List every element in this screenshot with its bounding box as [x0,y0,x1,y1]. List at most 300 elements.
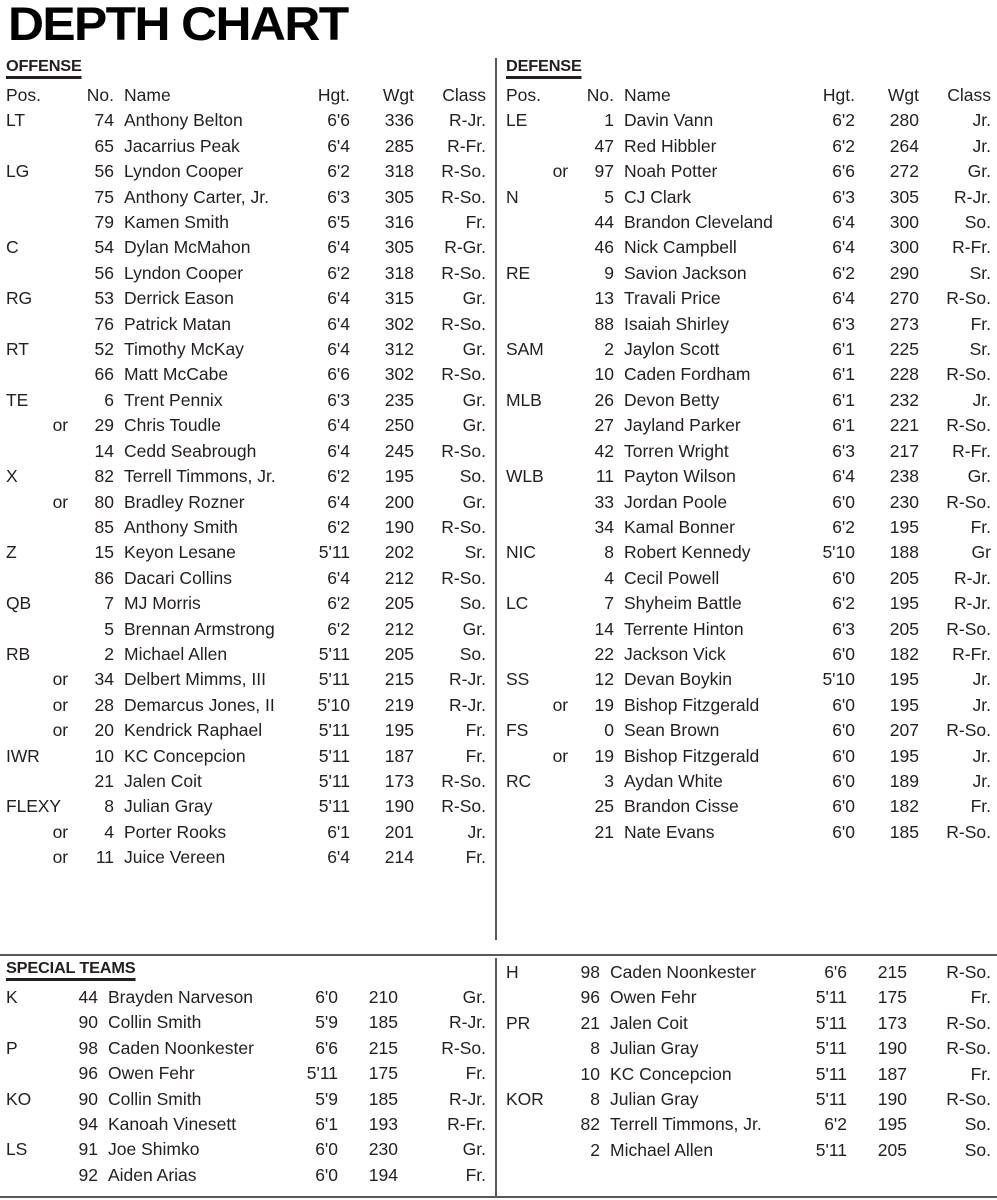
cell-class: Fr. [970,796,991,817]
cell-weight: 300 [889,237,919,258]
cell-weight: 173 [877,1012,907,1033]
table-row [506,985,991,1010]
header-wgt: Wgt [887,85,919,105]
cell-player-name: KC Concepcion [610,1063,732,1084]
cell-number: 1 [604,110,614,131]
table-row [506,490,991,515]
cell-position: LG [6,161,30,182]
cell-position [506,985,558,1010]
cell-height: 6'6 [824,962,847,982]
header-class: Class [947,85,991,105]
cell-class: Fr. [970,516,991,537]
header-pos: Pos. [506,85,542,105]
cell-weight: 245 [384,440,414,461]
cell-weight: 217 [889,440,919,461]
cell-player-name: Kamal Bonner [624,516,735,537]
table-header-row [506,83,991,108]
cell-position [506,515,568,540]
cell-weight: 285 [384,135,414,156]
cell-height: 6'3 [832,618,855,639]
cell-position-or: or [52,821,68,842]
cell-weight: 190 [877,1038,907,1059]
cell-weight: 202 [384,542,414,563]
cell-class: So. [964,1139,991,1160]
cell-height: 6'2 [832,135,855,156]
cell-position: X [6,466,18,487]
cell-class: R-So. [946,962,991,982]
cell-height: 5'11 [815,1089,847,1110]
cell-position: P [6,1037,18,1058]
cell-height: 6'3 [832,313,855,334]
cell-weight: 190 [384,796,414,817]
cell-number: 82 [580,1114,600,1135]
cell-player-name: Michael Allen [124,643,228,664]
defense-table-body [506,108,991,845]
cell-player-name: Caden Fordham [624,364,751,385]
cell-weight: 305 [384,186,414,207]
cell-height: 6'2 [832,110,855,131]
cell-weight: 187 [877,1063,907,1084]
table-row [6,108,486,133]
cell-number: 96 [78,1063,98,1084]
cell-height: 6'2 [327,618,350,639]
cell-player-name: Trent Pennix [124,389,223,410]
cell-position [6,439,68,464]
cell-position: FLEXY [6,796,61,817]
cell-weight: 210 [368,987,398,1007]
cell-player-name: Delbert Mimms, III [124,669,266,690]
cell-class: R-Fr. [447,135,486,156]
table-row [6,617,486,642]
table-row [506,820,991,845]
cell-position [6,617,68,642]
cell-height: 6'3 [327,186,350,207]
cell-position: H [506,962,519,982]
cell-weight: 205 [877,1139,907,1160]
cell-height: 5'11 [318,796,350,817]
cell-position: FS [506,720,529,741]
table-row [6,1163,486,1188]
cell-weight: 195 [889,516,919,537]
cell-player-name: Owen Fehr [610,987,697,1008]
offense-table-body [6,108,486,870]
cell-position [506,312,568,337]
cell-number: 7 [104,593,114,614]
cell-weight: 318 [384,262,414,283]
table-row [6,642,486,667]
cell-position: PR [506,1012,531,1033]
cell-class: R-So. [946,1012,991,1033]
cell-weight: 205 [384,593,414,614]
cell-number: 53 [94,288,114,309]
table-row [6,718,486,743]
cell-position [506,413,568,438]
cell-player-name: Patrick Matan [124,313,231,334]
table-row [506,235,991,260]
cell-height: 5'11 [815,1038,847,1059]
cell-weight: 212 [384,567,414,588]
cell-player-name: Shyheim Battle [624,593,742,614]
cell-class: R-Jr. [954,186,991,207]
special-teams-section [6,960,486,1188]
cell-player-name: Nick Campbell [624,237,737,258]
header-wgt: Wgt [382,85,414,105]
cell-class: R-So. [441,440,486,461]
cell-number: 90 [78,1088,98,1109]
cell-player-name: Robert Kennedy [624,542,751,563]
cell-class: Fr. [970,987,991,1008]
cell-weight: 187 [384,745,414,766]
cell-player-name: Brandon Cisse [624,796,739,817]
cell-position [506,439,568,464]
cell-player-name: Jaylon Scott [624,339,720,360]
cell-player-name: Matt McCabe [124,364,229,385]
cell-number: 86 [94,567,114,588]
cell-player-name: Caden Noonkester [108,1037,254,1058]
cell-player-name: Nate Evans [624,821,715,842]
cell-position: Z [6,542,17,563]
cell-height: 6'4 [832,288,855,309]
bottom-rule [0,1196,997,1198]
cell-class: R-So. [441,796,486,817]
cell-position: N [506,186,519,207]
cell-number: 25 [594,796,614,817]
header-hgt: Hgt. [822,85,855,105]
cell-height: 6'2 [832,593,855,614]
cell-weight: 215 [877,962,907,982]
cell-position: WLB [506,466,544,487]
cell-weight: 315 [384,288,414,309]
cell-class: So. [964,1114,991,1135]
cell-weight: 225 [889,339,919,360]
cell-position [6,185,68,210]
table-row [506,134,991,159]
cell-player-name: MJ Morris [124,593,201,614]
cell-height: 6'1 [327,821,350,842]
cell-class: R-Jr. [449,1012,486,1033]
cell-number: 26 [594,389,614,410]
cell-height: 6'6 [832,161,855,182]
cell-height: 6'2 [327,593,350,614]
cell-weight: 173 [384,770,414,791]
cell-height: 6'0 [832,745,855,766]
table-row [506,439,991,464]
cell-weight: 290 [889,262,919,283]
special-teams-right-section [506,960,991,1163]
cell-position [506,1062,558,1087]
special-teams-table [6,985,486,1188]
cell-number: 4 [604,567,614,588]
defense-heading-label: DEFENSE [506,58,582,79]
table-row [6,693,486,718]
cell-weight: 195 [877,1114,907,1135]
cell-class: R-Jr. [954,593,991,614]
table-row [506,744,991,769]
cell-class: R-Fr. [952,237,991,258]
cell-weight: 190 [384,516,414,537]
table-row [506,540,991,565]
table-row [506,1062,991,1087]
cell-weight: 200 [384,491,414,512]
cell-height: 6'4 [327,847,350,868]
cell-position [6,515,68,540]
table-row [506,388,991,413]
cell-number: 11 [95,847,114,868]
cell-player-name: Travali Price [624,288,721,309]
cell-player-name: Terrente Hinton [624,618,744,639]
defense-section [506,58,991,845]
cell-number: 10 [594,364,614,385]
table-header-row [6,83,486,108]
cell-class: Fr. [465,720,486,741]
header-name: Name [624,85,671,105]
cell-class: R-So. [441,161,486,182]
cell-height: 6'2 [327,466,350,487]
cell-number: 46 [594,237,614,258]
cell-height: 6'5 [327,212,350,233]
cell-position [506,566,568,591]
cell-position: KO [6,1088,32,1109]
cell-class: R-So. [441,516,486,537]
cell-height: 6'0 [832,796,855,817]
cell-position: RB [6,643,31,664]
cell-player-name: Noah Potter [624,161,718,182]
cell-position: KOR [506,1089,544,1110]
cell-class: Jr. [972,135,991,156]
table-row [6,744,486,769]
cell-weight: 185 [368,1088,398,1109]
cell-height: 6'4 [327,313,350,334]
cell-class: So. [459,593,486,614]
table-row [6,769,486,794]
cell-weight: 189 [889,770,919,791]
cell-number: 34 [94,669,114,690]
cell-height: 6'4 [327,567,350,588]
cell-weight: 230 [889,491,919,512]
cell-number: 75 [94,186,114,207]
cell-number: 7 [604,593,614,614]
cell-class: R-So. [946,364,991,385]
cell-number: 8 [590,1089,600,1110]
cell-class: R-Jr. [954,567,991,588]
cell-weight: 238 [889,466,919,487]
table-row [506,286,991,311]
cell-position [506,1138,558,1163]
cell-position: K [6,987,18,1007]
cell-number: 33 [594,491,614,512]
cell-number: 21 [94,770,114,791]
page-title: DEPTH CHART [8,0,348,50]
cell-number: 98 [580,962,600,982]
cell-number: 56 [94,161,114,182]
cell-position [6,1061,52,1086]
cell-class: Gr [971,542,991,563]
cell-position: IWR [6,745,40,766]
cell-player-name: Derrick Eason [124,288,234,309]
cell-player-name: Devon Betty [624,389,720,410]
cell-player-name: Kamen Smith [124,212,230,233]
cell-height: 5'11 [318,720,350,741]
cell-height: 6'2 [327,516,350,537]
cell-class: Gr. [967,161,991,182]
cell-player-name: Collin Smith [108,1088,202,1109]
cell-player-name: Jalen Coit [610,1012,688,1033]
cell-height: 5'11 [815,1012,847,1033]
cell-weight: 182 [889,643,919,664]
cell-player-name: Cecil Powell [624,567,720,588]
cell-number: 91 [78,1139,98,1160]
cell-class: R-So. [946,491,991,512]
cell-player-name: Red Hibbler [624,135,717,156]
cell-class: R-So. [946,415,991,436]
cell-weight: 205 [889,618,919,639]
table-row [6,515,486,540]
cell-position [6,566,68,591]
table-row [6,235,486,260]
defense-table [506,83,991,845]
cell-player-name: Bradley Rozner [124,491,245,512]
cell-number: 79 [94,212,114,233]
cell-player-name: Juice Vereen [124,847,226,868]
cell-weight: 270 [889,288,919,309]
cell-number: 22 [594,643,614,664]
cell-player-name: Julian Gray [124,796,213,817]
cell-height: 6'1 [832,364,855,385]
cell-number: 65 [94,135,114,156]
cell-class: Jr. [972,694,991,715]
cell-height: 6'4 [832,237,855,258]
table-row [6,286,486,311]
table-row [506,642,991,667]
cell-position: LT [6,110,25,131]
cell-class: R-So. [946,288,991,309]
cell-weight: 302 [384,313,414,334]
cell-class: Gr. [462,415,486,436]
cell-player-name: Jordan Poole [624,491,728,512]
cell-weight: 188 [889,542,919,563]
cell-weight: 195 [889,593,919,614]
cell-player-name: Anthony Belton [124,110,243,131]
cell-class: R-So. [946,821,991,842]
cell-weight: 215 [384,669,414,690]
cell-player-name: Dylan McMahon [124,237,251,258]
cell-position [506,362,568,387]
table-row [506,1036,991,1061]
cell-class: R-Fr. [952,440,991,461]
cell-position: QB [6,593,32,614]
cell-player-name: Jalen Coit [124,770,202,791]
cell-height: 5'10 [822,542,855,563]
offense-table-head [6,83,486,108]
cell-number: 12 [594,669,614,690]
table-row [506,210,991,235]
cell-player-name: Davin Vann [624,110,714,131]
offense-table [6,83,486,871]
cell-height: 5'11 [318,770,350,791]
cell-position: RE [506,262,531,283]
cell-number: 19 [594,745,614,766]
cell-height: 5'9 [315,1012,338,1033]
cell-class: Fr. [465,847,486,868]
cell-player-name: Isaiah Shirley [624,313,730,334]
cell-height: 6'0 [315,987,338,1007]
cell-player-name: CJ Clark [624,186,692,207]
cell-number: 27 [594,415,614,436]
cell-height: 5'11 [318,669,350,690]
cell-player-name: Bishop Fitzgerald [624,694,760,715]
cell-number: 21 [594,821,614,842]
table-row [506,591,991,616]
cell-number: 6 [104,389,114,410]
special-teams-separator-rule [0,954,997,956]
cell-player-name: Lyndon Cooper [124,262,244,283]
cell-number: 2 [590,1139,600,1160]
cell-weight: 194 [368,1164,398,1185]
cell-height: 5'10 [317,694,350,715]
cell-class: R-Jr. [449,110,486,131]
cell-player-name: Terrell Timmons, Jr. [610,1114,762,1135]
cell-number: 94 [78,1114,98,1135]
cell-height: 6'3 [327,389,350,410]
cell-number: 66 [94,364,114,385]
table-row [6,337,486,362]
cell-height: 6'4 [327,491,350,512]
cell-weight: 300 [889,212,919,233]
cell-player-name: Jacarrius Peak [124,135,240,156]
cell-height: 6'4 [327,339,350,360]
cell-height: 6'4 [327,135,350,156]
cell-position [506,794,568,819]
cell-position-or: or [552,161,568,182]
cell-player-name: Devan Boykin [624,669,732,690]
cell-weight: 175 [877,987,907,1008]
cell-player-name: Payton Wilson [624,466,736,487]
cell-height: 6'4 [327,415,350,436]
cell-weight: 232 [889,389,919,410]
cell-class: Jr. [972,110,991,131]
table-row [506,159,991,184]
special-teams-heading [6,960,486,982]
cell-player-name: Sean Brown [624,720,720,741]
table-row [6,820,486,845]
cell-number: 44 [594,212,614,233]
table-row [6,794,486,819]
cell-height: 6'0 [832,720,855,741]
cell-position: SS [506,669,530,690]
offense-heading [6,58,486,80]
cell-number: 8 [104,796,114,817]
cell-height: 6'0 [832,694,855,715]
cell-class: Gr. [462,491,486,512]
cell-position-or: or [52,847,68,868]
table-row [506,566,991,591]
cell-class: Fr. [465,1164,486,1185]
cell-weight: 264 [889,135,919,156]
cell-class: Gr. [462,1139,486,1160]
cell-height: 6'1 [832,389,855,410]
table-row [6,362,486,387]
cell-player-name: Julian Gray [610,1038,699,1059]
cell-position-or: or [552,745,568,766]
table-row [506,693,991,718]
cell-class: R-So. [946,1089,991,1110]
cell-class: R-So. [441,262,486,283]
cell-class: Fr. [465,212,486,233]
cell-height: 5'11 [318,643,350,664]
cell-height: 6'4 [327,237,350,258]
cell-number: 29 [94,415,114,436]
defense-heading [506,58,991,80]
